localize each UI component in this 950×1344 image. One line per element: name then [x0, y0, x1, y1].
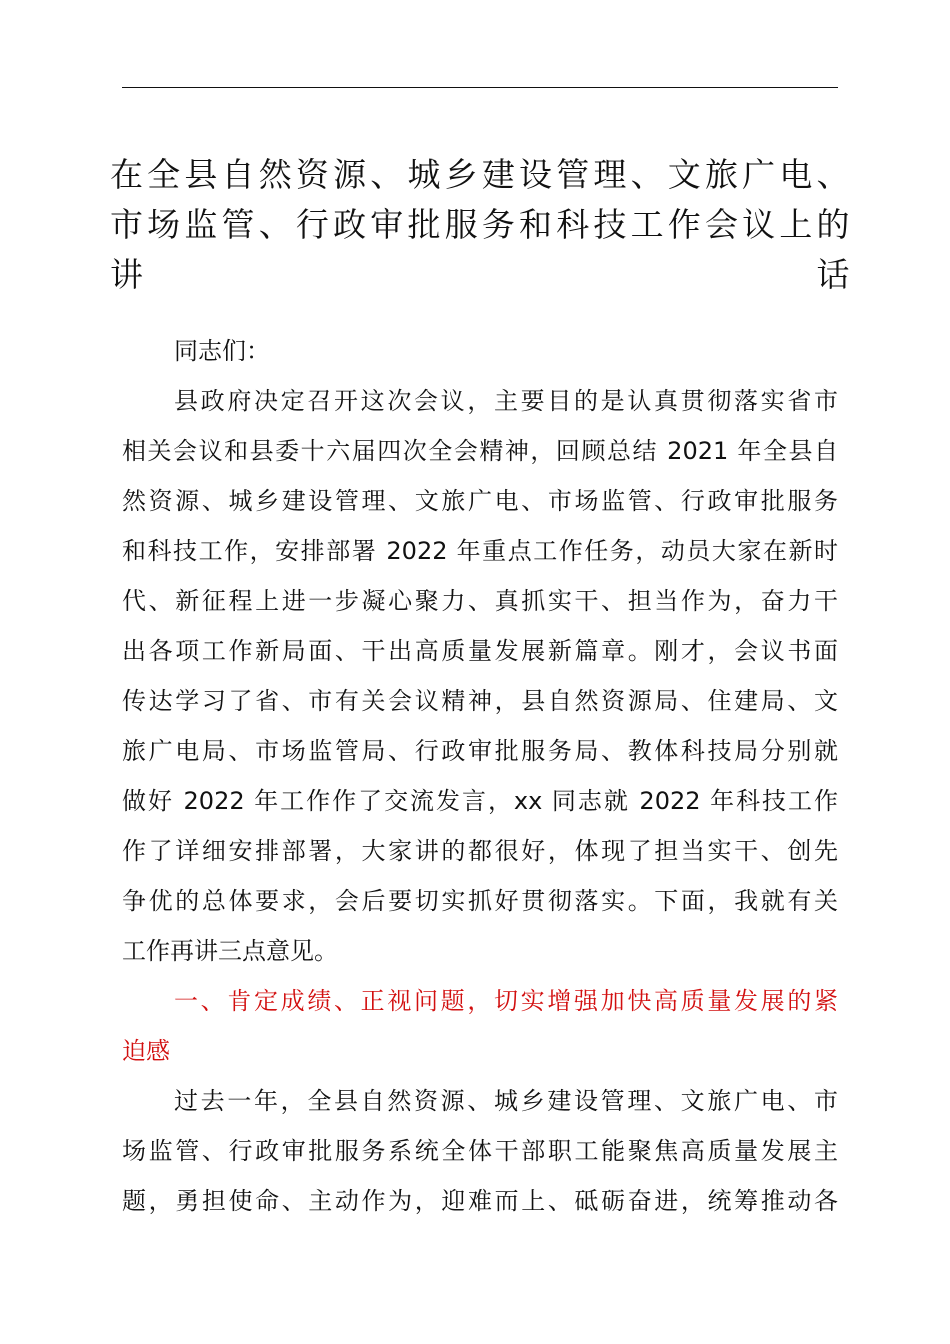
document-title: [110, 150, 850, 300]
salutation-text: 同志们：: [174, 337, 270, 365]
paragraph-line: 代、新征程上进一步凝心聚力、真抓实干、担当作为，奋力干: [122, 587, 838, 615]
paragraph-line: 和科技工作，安排部署 2022 年重点工作任务，动员大家在新时: [122, 537, 838, 565]
section-1-paragraph: [122, 1076, 838, 1226]
paragraph-line: 工作再讲三点意见。: [122, 937, 338, 965]
title-line-3: 讲话: [110, 255, 850, 294]
paragraph-line: 旅广电局、市场监管局、行政审批服务局、教体科技局分别就: [122, 737, 838, 765]
paragraph-line: 相关会议和县委十六届四次全会精神，回顾总结 2021 年全县自: [122, 437, 838, 465]
paragraph-line: 争优的总体要求，会后要切实抓好贯彻落实。下面，我就有关: [122, 887, 838, 915]
title-line-1: 在全县自然资源、城乡建设管理、文旅广电、: [110, 155, 850, 194]
intro-paragraph: [122, 376, 838, 976]
heading-line: 一、肯定成绩、正视问题，切实增强加快高质量发展的紧: [174, 987, 838, 1015]
paragraph-line: 做好 2022 年工作作了交流发言，xx 同志就 2022 年科技工作: [122, 787, 838, 815]
paragraph-line: 场监管、行政审批服务系统全体干部职工能聚焦高质量发展主: [122, 1137, 838, 1165]
header-rule: [122, 87, 838, 88]
paragraph-line: 过去一年，全县自然资源、城乡建设管理、文旅广电、市: [174, 1087, 838, 1115]
title-line-2: 市场监管、行政审批服务和科技工作会议上的: [110, 205, 850, 244]
paragraph-line: 然资源、城乡建设管理、文旅广电、市场监管、行政审批服务: [122, 487, 838, 515]
salutation: [122, 326, 838, 376]
paragraph-line: 出各项工作新局面、干出高质量发展新篇章。刚才，会议书面: [122, 637, 838, 665]
paragraph-line: 县政府决定召开这次会议，主要目的是认真贯彻落实省市: [174, 387, 838, 415]
paragraph-line: 作了详细安排部署，大家讲的都很好，体现了担当实干、创先: [122, 837, 838, 865]
section-1-heading: [122, 976, 838, 1076]
paragraph-line: 传达学习了省、市有关会议精神，县自然资源局、住建局、文: [122, 687, 838, 715]
paragraph-line: 题，勇担使命、主动作为，迎难而上、砥砺奋进，统筹推动各: [122, 1187, 838, 1215]
heading-line: 迫感: [122, 1037, 170, 1065]
